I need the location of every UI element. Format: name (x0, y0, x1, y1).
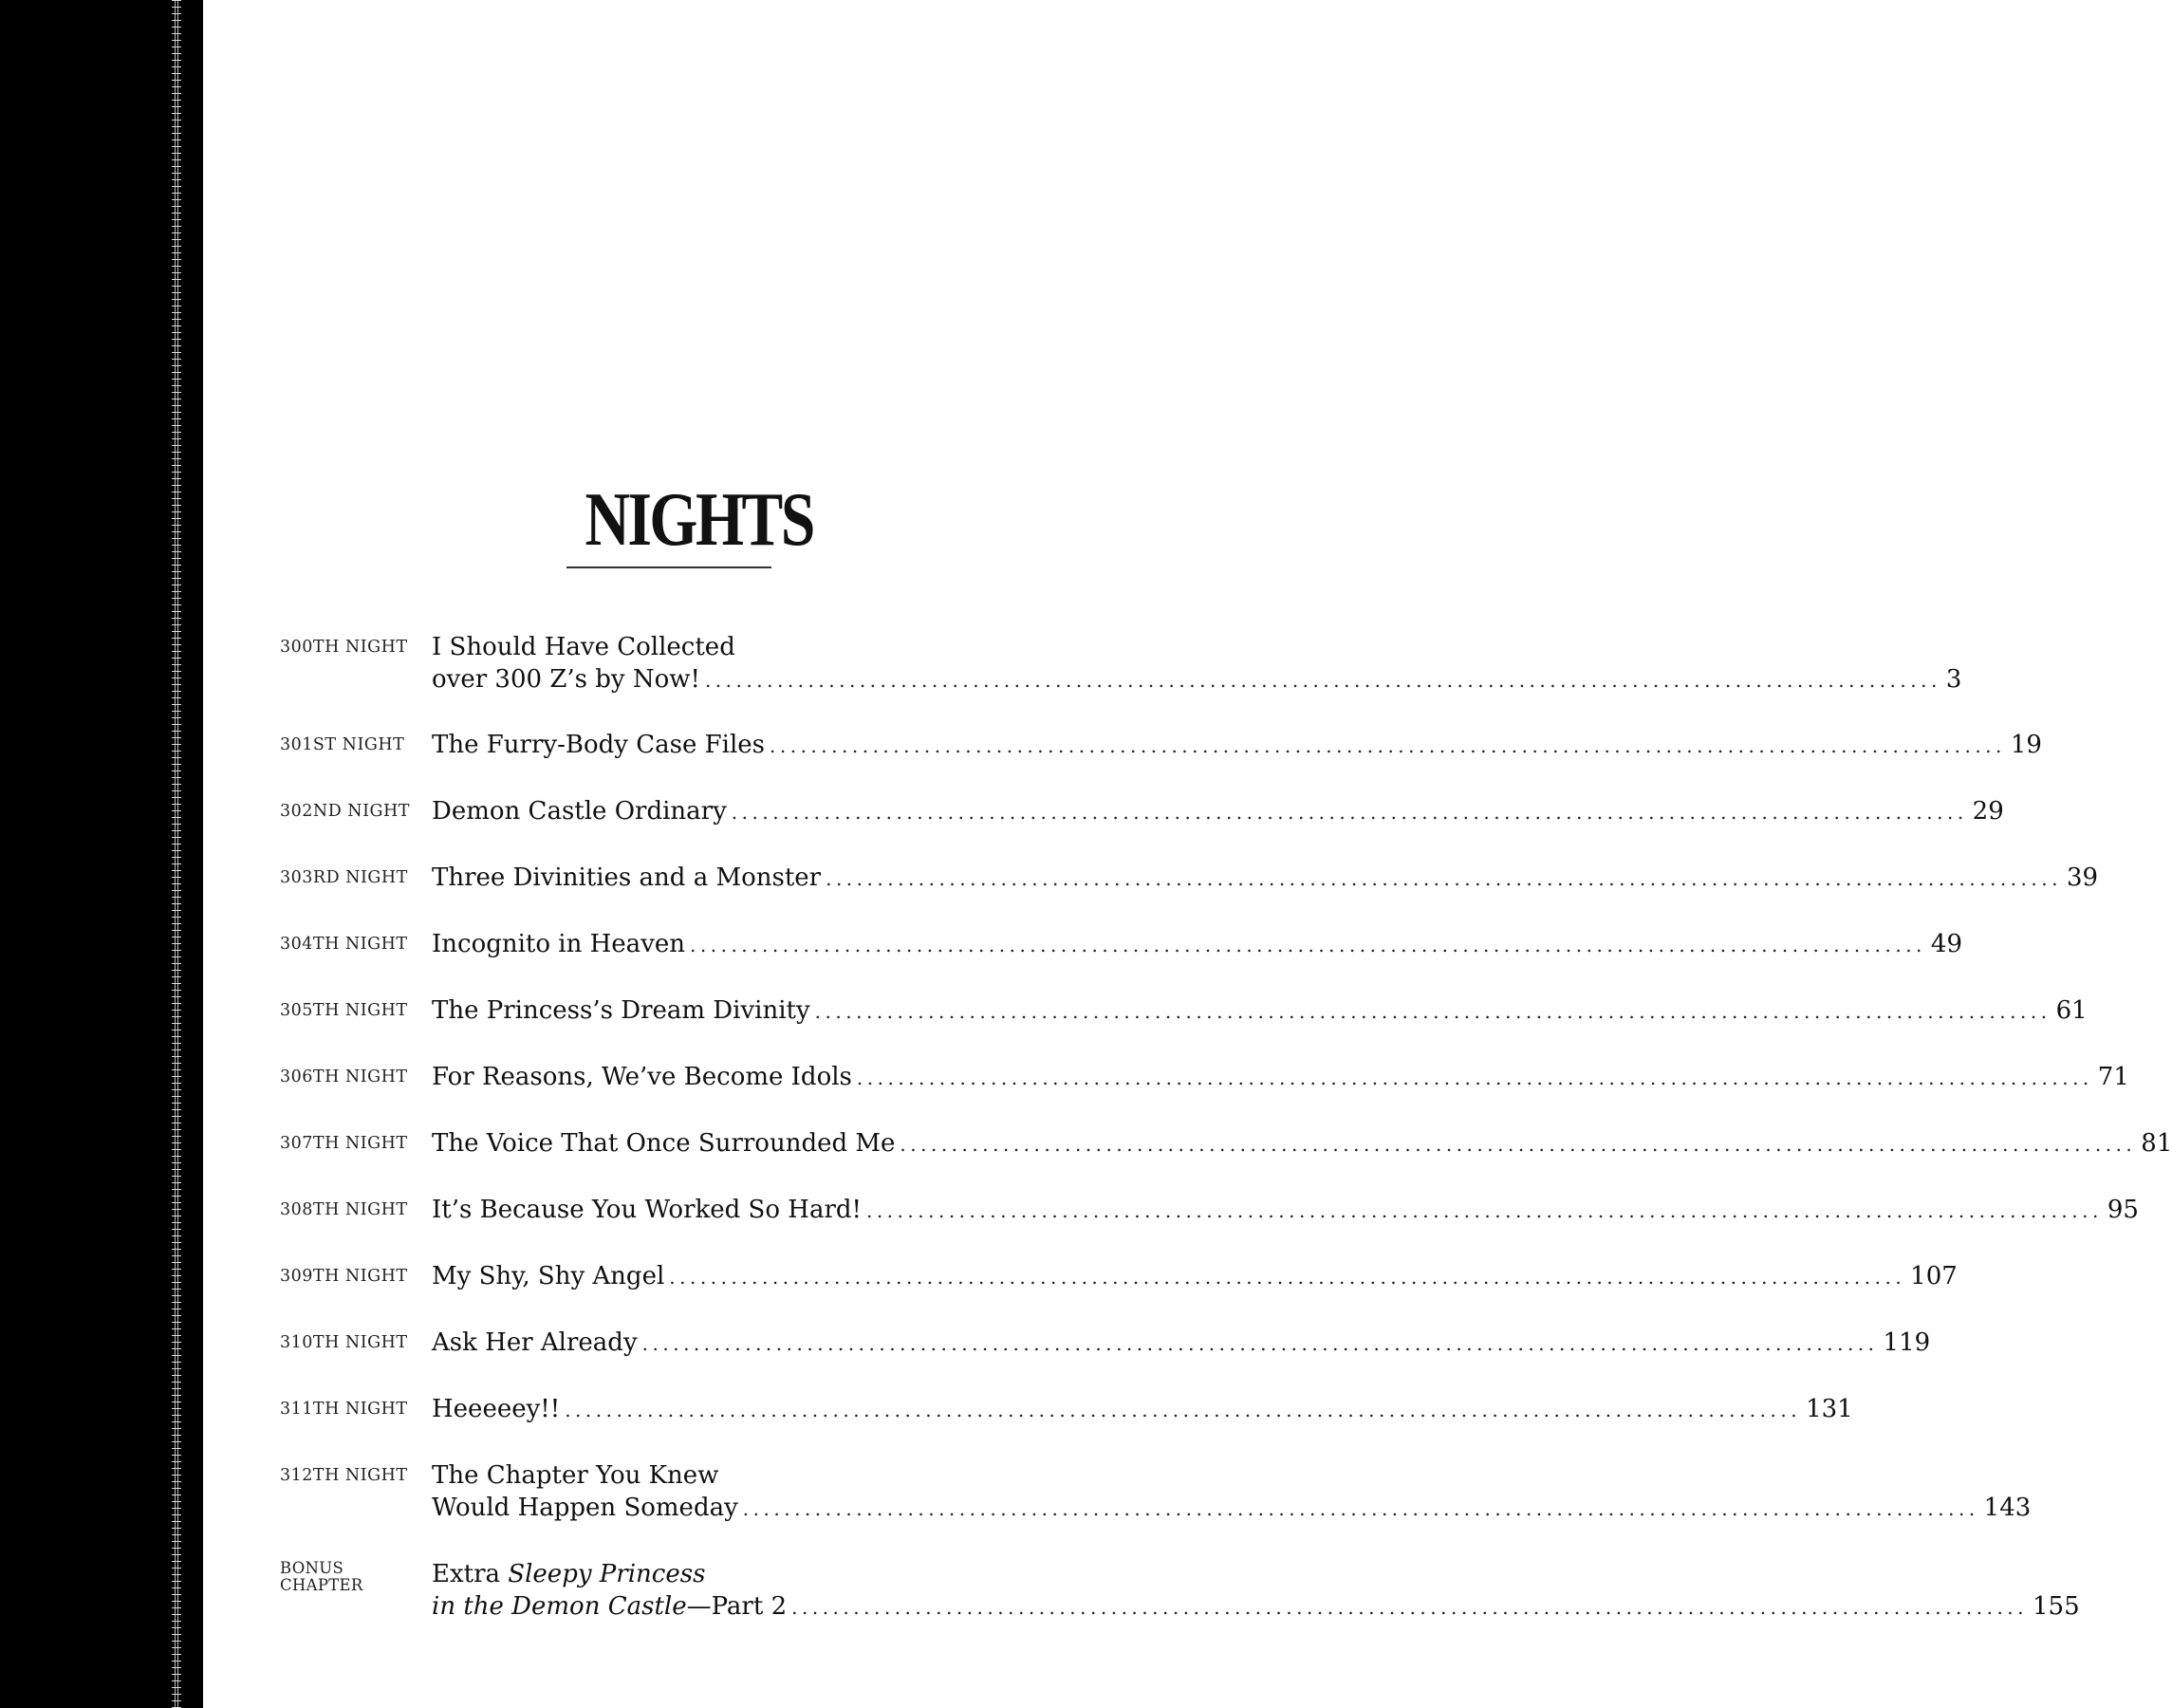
dot-leader: ........................................................................................................................ (791, 1596, 2029, 1619)
entry-label: 310TH NIGHT (280, 1333, 408, 1352)
page-number: 81 (2141, 1129, 2172, 1158)
page-number: 61 (2055, 996, 2088, 1025)
page-number: 3 (1945, 665, 1962, 694)
entry-title: Would Happen Someday (432, 1494, 738, 1522)
entry-title: The Voice That Once Surrounded Me (432, 1129, 896, 1158)
entry-title: For Reasons, We’ve Become Idols (432, 1063, 852, 1091)
page-number: 131 (1806, 1395, 1853, 1423)
dot-leader: ........................................................................................................................ (641, 1332, 1879, 1355)
title-italic-part: Sleepy Princess (508, 1560, 706, 1588)
entry-title: My Shy, Shy Angel (432, 1262, 665, 1290)
dot-leader: ........................................................................................................................ (669, 1266, 1906, 1289)
entry-title: Ask Her Already (432, 1328, 638, 1357)
entry-title: It’s Because You Worked So Hard! (432, 1196, 862, 1224)
entry-label: 302ND NIGHT (280, 802, 410, 821)
label-line1: BONUS (280, 1559, 344, 1577)
entry-title-line1: The Chapter You Knew (432, 1461, 719, 1490)
page-number: 29 (1972, 797, 2004, 826)
entry-label: 304TH NIGHT (280, 935, 408, 954)
entry-title: The Furry-Body Case Files (432, 731, 765, 759)
dot-leader: ........................................................................................................................ (826, 867, 2062, 890)
title-underline (566, 566, 771, 568)
entry-label: 305TH NIGHT (280, 1001, 408, 1020)
entry-title (432, 1590, 787, 1623)
entry-title: Three Divinities and a Monster (432, 863, 822, 892)
page-number: 155 (2033, 1592, 2080, 1621)
dot-leader: ........................................................................................................................ (856, 1067, 2093, 1089)
entry-label: 303RD NIGHT (280, 868, 408, 887)
toc-heading (566, 478, 813, 562)
dot-leader: ........................................................................................................................ (731, 801, 1968, 824)
page-number: 49 (1930, 930, 1962, 958)
entry-label: 307TH NIGHT (280, 1134, 408, 1153)
label-line2: CHAPTER (280, 1576, 363, 1594)
dot-leader: ........................................................................................................................ (814, 1000, 2051, 1023)
dot-leader: ........................................................................................................................ (900, 1133, 2137, 1156)
entry-label: 309TH NIGHT (280, 1267, 408, 1286)
dot-leader: ........................................................................................................................ (770, 734, 2006, 757)
dot-leader: ........................................................................................................................ (865, 1199, 2103, 1222)
entry-title: Demon Castle Ordinary (432, 797, 727, 826)
title-italic-part: in the Demon Castle (432, 1592, 687, 1621)
entry-title: over 300 Z’s by Now! (432, 665, 700, 694)
entry-label (280, 1560, 363, 1594)
entry-title: Incognito in Heaven (432, 930, 686, 958)
entry-title: Heeeeey!! (432, 1395, 561, 1423)
page-number: 71 (2097, 1063, 2129, 1091)
chain-border-decoration (172, 0, 181, 1708)
entry-label: 308TH NIGHT (280, 1200, 408, 1219)
page-number: 143 (1983, 1494, 2032, 1522)
dot-leader: ........................................................................................................................ (565, 1399, 1802, 1421)
entry-title-line1 (432, 1558, 1063, 1590)
entry-label: 311TH NIGHT (280, 1400, 408, 1419)
entry-label: 300TH NIGHT (280, 638, 408, 657)
page-number: 39 (2066, 863, 2099, 892)
dot-leader: ........................................................................................................................ (704, 669, 1941, 692)
entry-label: 306TH NIGHT (280, 1068, 408, 1086)
entry-title-line1: I Should Have Collected (432, 633, 735, 661)
page-number: 19 (2010, 731, 2042, 759)
entry-label: 312TH NIGHT (280, 1466, 408, 1485)
entry-title: The Princess’s Dream Divinity (432, 996, 810, 1025)
dot-leader: ........................................................................................................................ (690, 934, 1926, 956)
page-number: 95 (2107, 1196, 2139, 1224)
page-number: 107 (1910, 1262, 1958, 1290)
title-plain-part: —Part 2 (686, 1592, 788, 1621)
entry-label: 301ST NIGHT (280, 735, 405, 754)
title-plain-part: Extra (432, 1560, 509, 1588)
dot-leader: ........................................................................................................................ (742, 1497, 1979, 1520)
page-number: 119 (1883, 1328, 1931, 1357)
page-title: NIGHTS (585, 478, 813, 562)
